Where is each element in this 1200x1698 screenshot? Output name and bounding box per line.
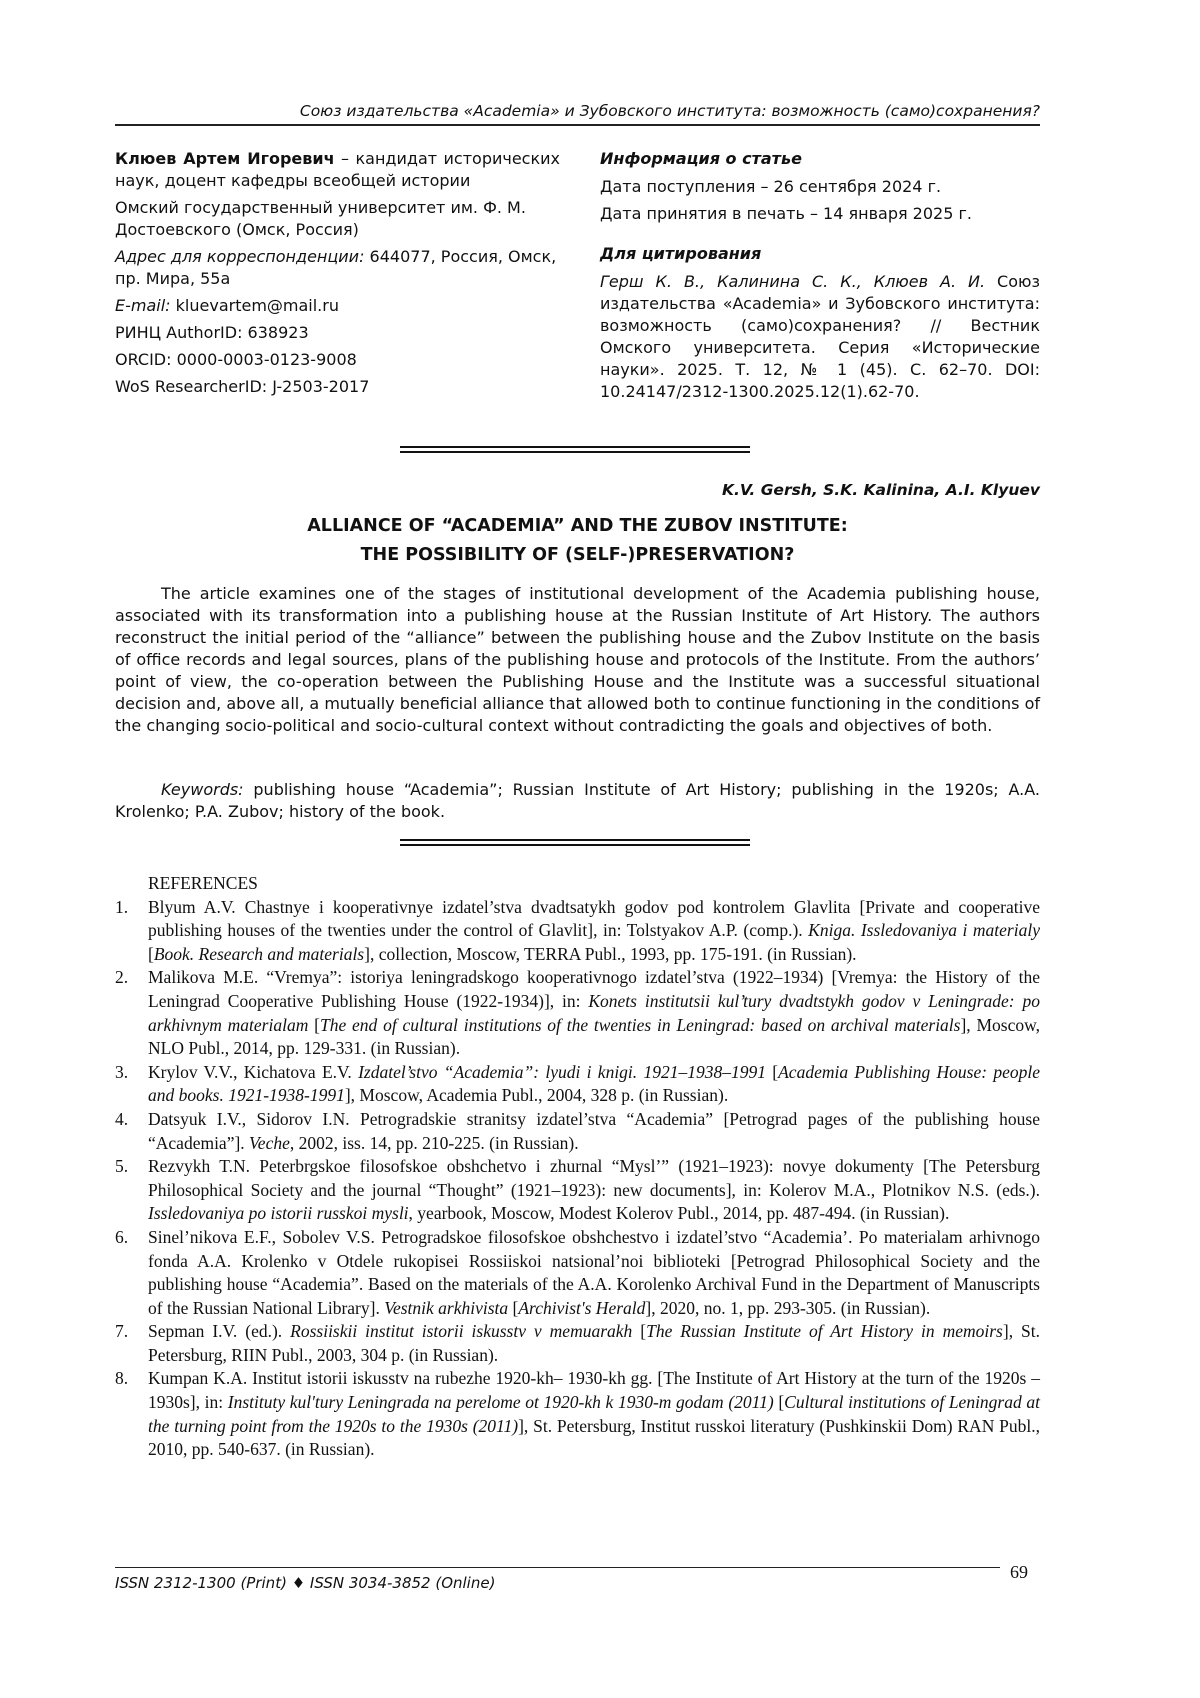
section-divider-2 <box>400 839 750 846</box>
date-received: Дата поступления – 26 сентября 2024 г. <box>600 177 942 196</box>
author-description: – кандидат исторических наук, доцент кафедры всеобщей истории <box>115 149 560 190</box>
footer-rule <box>115 1567 1000 1568</box>
english-title <box>115 512 1040 570</box>
address-label: Адрес для корреспонденции: <box>115 247 365 266</box>
english-authors: K.V. Gersh, S.K. Kalinina, A.I. Klyuev <box>721 481 1040 499</box>
reference-text-segment: Datsyuk I.V., Sidorov I.N. Petrogradskie stranitsy izdatel’stva “Academia” [Petrograd pages of the publishing house “Academia”]. <box>148 1108 1040 1153</box>
reference-number: 5. <box>115 1156 129 1177</box>
reference-text-segment: Blyum A.V. Chastnye i kooperativnye izdatel’stva dvadtsatykh godov pod kontrolem Glavlita [Private and cooperative publishing houses of the twenties under the control of Glavlit], in: Tolstyakov A.P. (comp.). <box>148 896 1040 941</box>
email-label: E-mail: <box>115 296 171 315</box>
reference-text-segment: ], 2020, no. 1, pp. 293-305. (in Russian). <box>645 1297 931 1318</box>
reference-italic-segment: Book. Research and materials <box>153 943 365 964</box>
reference-number: 7. <box>115 1321 129 1342</box>
reference-italic-segment: Archivist's Herald <box>518 1297 646 1318</box>
reference-text-segment: Rezvykh T.N. Peterbrgskoe filosofskoe obshchetvo i zhurnal “Mysl’” (1921–1923): novye dokumenty [The Petersburg Philosophical Society and the journal “Thought” (1921–1923): new documents], in: Kolerov M.A., Plotnikov N.S. (eds.). <box>148 1156 1040 1200</box>
reference-number: 8. <box>115 1368 129 1389</box>
reference-item <box>115 1061 1040 1108</box>
references-list <box>115 896 1040 1462</box>
reference-number: 1. <box>115 896 129 917</box>
reference-item <box>115 1320 1040 1367</box>
reference-text-segment: Malikova M.E. “Vremya”: istoriya leningradskogo kooperativnogo izdatel’stva (1922–1934) [Vremya: the History of the Leningrad Cooperative Publishing House (1922-1934)], in: <box>148 967 1040 1011</box>
reference-text-segment: [ <box>632 1321 647 1342</box>
author-email: kluevartem@mail.ru <box>170 296 339 315</box>
author-orcid: ORCID: 0000-0003-0123-9008 <box>115 350 357 369</box>
citation-heading: Для цитирования <box>600 244 762 263</box>
reference-text-segment: Krylov V.V., Kichatova E.V. <box>148 1061 359 1082</box>
author-address-line <box>115 246 560 290</box>
reference-text-segment: , 2002, iss. 14, pp. 210-225. (in Russian). <box>289 1132 579 1153</box>
reference-italic-segment: Izdatel’stvo “Academia”: lyudi i knigi. 1921–1938–1991 <box>358 1061 766 1082</box>
reference-italic-segment: Issledovaniya po istorii russkoi mysli <box>148 1203 409 1224</box>
references-section <box>115 872 1040 1462</box>
reference-item <box>115 966 1040 1060</box>
reference-text-segment: [ <box>508 1297 519 1318</box>
citation-authors: Герш К. В., Калинина С. К., Клюев А. И. <box>600 272 986 291</box>
author-name: Клюев Артем Игоревич <box>115 149 335 168</box>
reference-italic-segment: Konets institutsii kul’tury dvadtstykh godov v Leningrade: po arkhivnym materialam <box>148 990 1040 1035</box>
reference-italic-segment: Vestnik arkhivista <box>384 1297 509 1318</box>
reference-text-segment: [ <box>148 943 154 964</box>
reference-text-segment: ], St. Petersburg, Institut russkoi literatury (Pushkinskii Dom) RAN Publ., 2010, pp. 540-637. (in Russian). <box>148 1415 1040 1460</box>
reference-number: 4. <box>115 1108 129 1129</box>
author-wos: WoS ResearcherID: J-2503-2017 <box>115 377 370 396</box>
reference-text-segment: [ <box>773 1392 785 1413</box>
references-heading: REFERENCES <box>148 873 258 893</box>
reference-item <box>115 896 1040 967</box>
reference-text-segment: Kumpan K.A. Institut istorii iskusstv na rubezhe 1920-kh– 1930-kh gg. [The Institute of Art History at the turn of the 1920s – 1930s], in: <box>148 1368 1040 1413</box>
reference-text-segment: ], collection, Moscow, TERRA Publ., 1993, pp. 175-191. (in Russian). <box>364 943 857 964</box>
date-accepted: Дата принятия в печать – 14 января 2025 г. <box>600 204 972 223</box>
reference-item <box>115 1155 1040 1226</box>
reference-text-segment: ], St. Petersburg, RIIN Publ., 2003, 304 p. (in Russian). <box>148 1321 1041 1365</box>
reference-text-segment: ], Moscow, NLO Publ., 2014, pp. 129-331. (in Russian). <box>148 1014 1040 1059</box>
english-title-line-1: ALLIANCE OF “ACADEMIA” AND THE ZUBOV INSTITUTE: <box>307 516 848 536</box>
reference-text-segment: ], Moscow, Academia Publ., 2004, 328 p. (in Russian). <box>344 1085 729 1106</box>
page-number: 69 <box>1010 1562 1028 1582</box>
citation-body: Союз издательства «Academia» и Зубовского института: возможность (само)сохранения? // Вестник Омского университета. Серия «Исторические науки». 2025. Т. 12, № 1 (45). С. 62–70. DOI: 10.24147/2312-1300.2025.12(1).62-70. <box>600 272 1040 401</box>
english-keywords <box>115 779 1040 823</box>
author-details <box>115 148 560 408</box>
footer-issn: ISSN 2312-1300 (Print) ♦ ISSN 3034-3852 (Online) <box>115 1574 496 1592</box>
citation-text <box>600 271 1040 403</box>
reference-italic-segment: Academia Publishing House: people and books. 1921-1938-1991 <box>148 1061 1041 1106</box>
author-address: 644077, Россия, Омск, пр. Мира, 55а <box>115 247 557 288</box>
reference-item <box>115 1108 1040 1155</box>
reference-italic-segment: Veche <box>249 1132 290 1153</box>
reference-italic-segment: Rossiiskii institut istorii iskusstv v memuarakh <box>290 1321 633 1342</box>
running-header: Союз издательства «Academia» и Зубовского института: возможность (само)сохранения? <box>299 102 1040 120</box>
reference-italic-segment: Cultural institutions of Leningrad at the turning point from the 1920s to the 1930s (2011) <box>148 1392 1040 1436</box>
reference-number: 3. <box>115 1061 129 1082</box>
header-rule <box>115 124 1040 126</box>
reference-text-segment: , yearbook, Moscow, Modest Kolerov Publ., 2014, pp. 487-494. (in Russian). <box>408 1203 950 1224</box>
reference-italic-segment: Instituty kul'tury Leningrada na perelome ot 1920-kh k 1930-m godam (2011) <box>227 1392 774 1413</box>
reference-text-segment: [ <box>308 1014 320 1035</box>
author-name-line <box>115 148 560 192</box>
reference-text-segment: [ <box>765 1061 779 1082</box>
reference-text-segment: Sepman I.V. (ed.). <box>148 1321 291 1342</box>
reference-italic-segment: Kniga. Issledovaniya i materialy <box>808 920 1040 941</box>
reference-text-segment: Sinel’nikova E.F., Sobolev V.S. Petrogradskoe filosofskoe obshchestvo i izdatel’stvo “Academia’. Po materialam arhivnogo fonda A.A. Krolenko v Otdele rukopisei Rossiiskoi natsional’noi biblioteki [Petrograd Philosophical Society and the publishing house “Academia”. Based on the materials of the A.A. Korolenko Archival Fund in the Department of Manuscripts of the Russian National Library]. <box>148 1226 1040 1318</box>
reference-item <box>115 1226 1040 1320</box>
english-abstract: The article examines one of the stages of institutional development of the Academia publishing house, associated with its transformation into a publishing house at the Russian Institute of Art History. The authors reconstruct the initial period of the “alliance” between the publishing house and the Zubov Institute on the basis of office records and legal sources, plans of the publishing house and protocols of the Institute. From the authors’ point of view, the co-operation between the Publishing House and the Institute was a successful situational decision and, above all, a mutually beneficial alliance that allowed both to continue functioning in the conditions of the changing socio-political and socio-cultural context without contradicting the goals and objectives of both. <box>115 584 1040 735</box>
reference-item <box>115 1367 1040 1461</box>
english-title-line-2: THE POSSIBILITY OF (SELF-)PRESERVATION? <box>360 545 795 565</box>
article-info-heading: Информация о статье <box>600 149 802 168</box>
keywords-text: publishing house “Academia”; Russian Institute of Art History; publishing in the 1920s; A.A. Krolenko; P.A. Zubov; history of the book. <box>115 780 1040 821</box>
reference-number: 2. <box>115 967 129 988</box>
keywords-label: Keywords: <box>161 780 244 799</box>
section-divider <box>400 446 750 453</box>
reference-number: 6. <box>115 1226 129 1247</box>
author-email-line <box>115 295 560 317</box>
reference-italic-segment: The Russian Institute of Art History in memoirs <box>646 1321 1003 1342</box>
author-info-block <box>115 148 1040 408</box>
article-details <box>600 148 1040 408</box>
author-university: Омский государственный университет им. Ф. М. Достоевского (Омск, Россия) <box>115 198 526 239</box>
author-rinc: РИНЦ AuthorID: 638923 <box>115 323 309 342</box>
reference-italic-segment: The end of cultural institutions of the twenties in Leningrad: based on archival materials <box>319 1014 961 1035</box>
